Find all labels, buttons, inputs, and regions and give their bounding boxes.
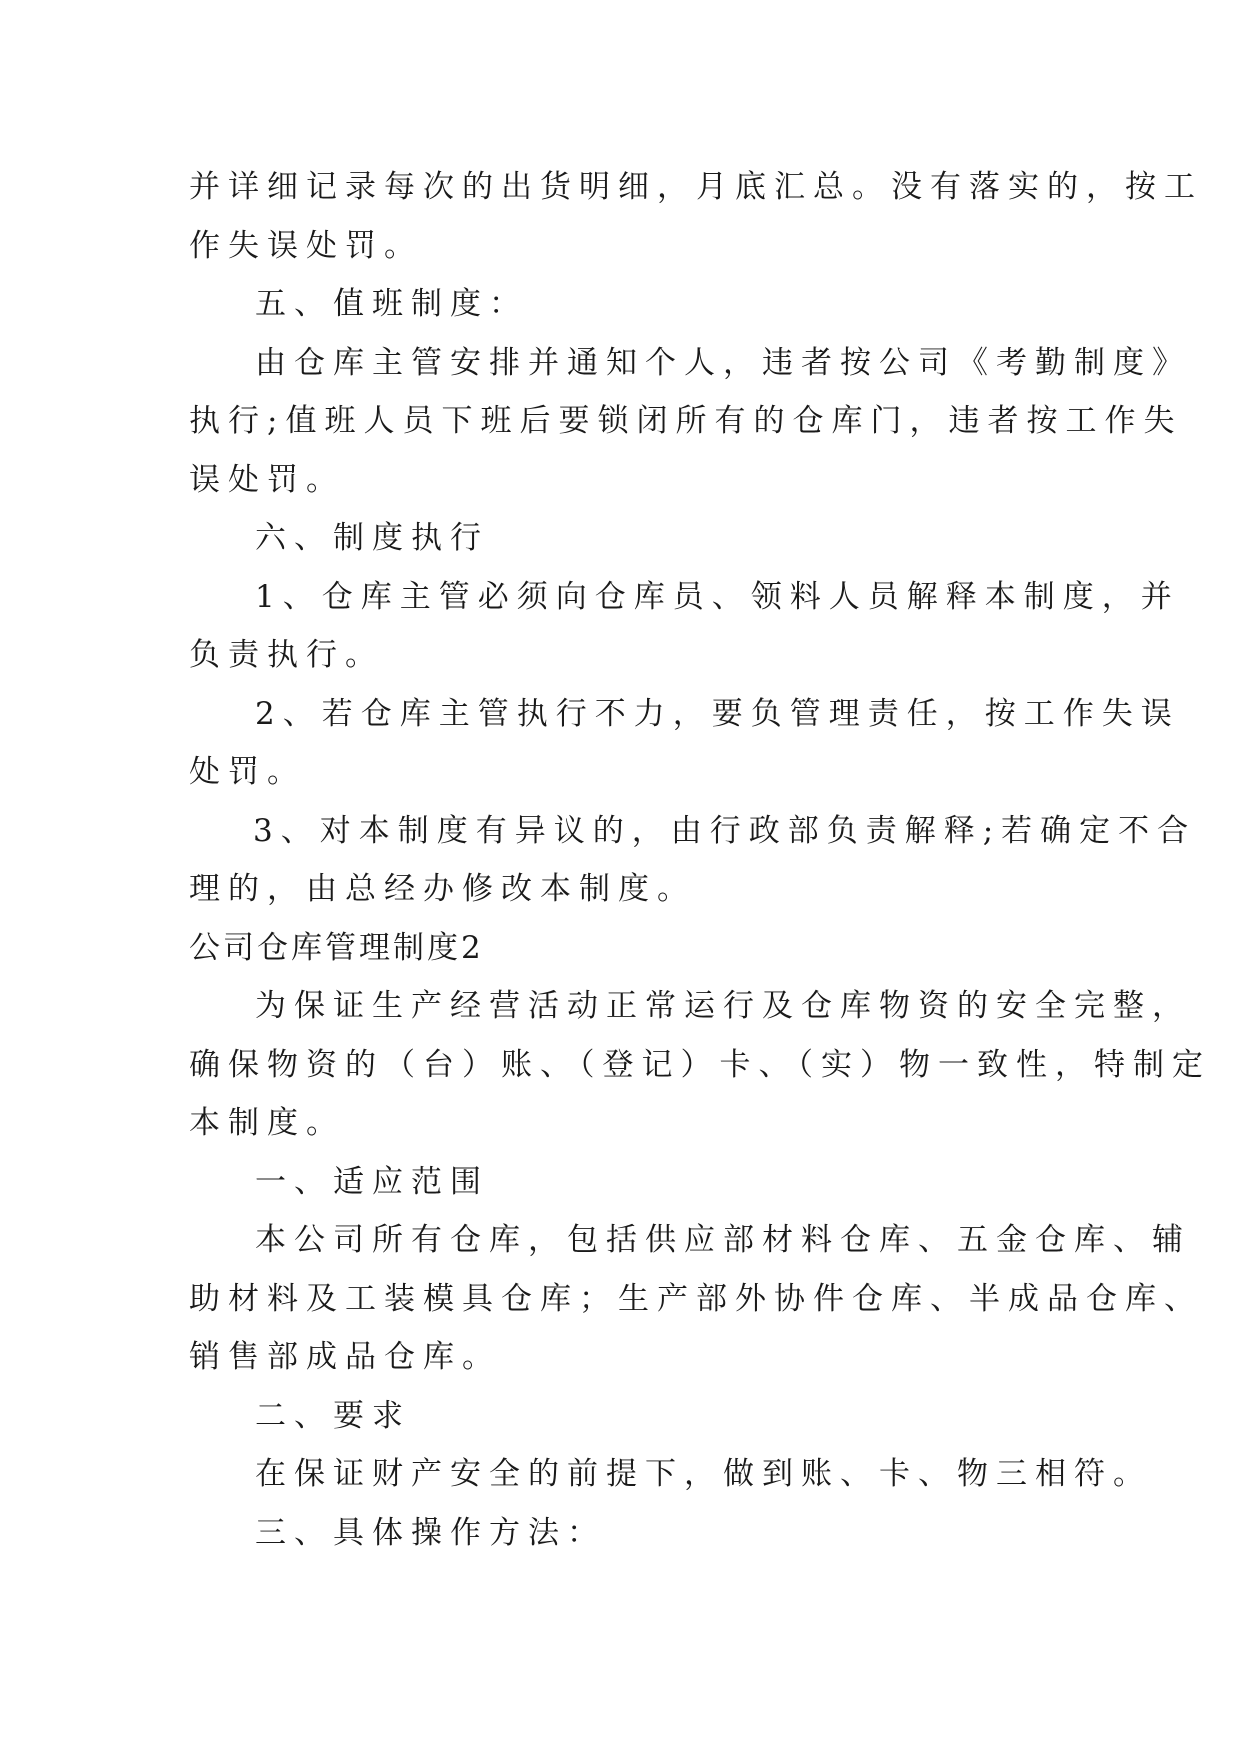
text-line: 处罚。 [189, 754, 306, 790]
text-line: 并详细记录每次的出货明细，月底汇总。没有落实的，按工 [189, 169, 1203, 205]
text-line: 助材料及工装模具仓库；生产部外协件仓库、半成品仓库、 [189, 1280, 1203, 1317]
text-line: 3、对本制度有异议的，由行政部负责解释;若确定不合 [253, 812, 1197, 849]
section-heading: 六、制度执行 [255, 520, 489, 556]
text-line: 误处罚。 [189, 461, 345, 498]
text-line: 销售部成品仓库。 [189, 1339, 501, 1375]
section-heading: 三、具体操作方法： [255, 1514, 606, 1551]
text-line: 本制度。 [189, 1105, 345, 1141]
text-line: 在保证财产安全的前提下，做到账、卡、物三相符。 [255, 1456, 1152, 1492]
text-line: 负责执行。 [189, 637, 384, 673]
text-line: 为保证生产经营活动正常运行及仓库物资的安全完整， [255, 988, 1191, 1024]
section-heading: 一、适应范围 [255, 1163, 489, 1200]
document-body [189, 158, 1211, 1562]
text-line: 由仓库主管安排并通知个人，违者按公司《考勤制度》 [255, 344, 1191, 381]
text-line: 2、若仓库主管执行不力，要负管理责任，按工作失误 [255, 695, 1180, 732]
section-heading: 二、要求 [255, 1397, 411, 1434]
text-line: 本公司所有仓库，包括供应部材料仓库、五金仓库、辅 [255, 1222, 1191, 1258]
text-line: 作失误处罚。 [189, 227, 423, 264]
text-line: 1、仓库主管必须向仓库员、领料人员解释本制度，并 [255, 578, 1180, 615]
section-heading: 五、值班制度： [255, 286, 528, 322]
document-title: 公司仓库管理制度2 [189, 929, 484, 966]
text-line: 确保物资的（台）账、（登记）卡、（实）物一致性，特制定 [189, 1046, 1211, 1083]
text-line: 执行;值班人员下班后要锁闭所有的仓库门，违者按工作失 [189, 403, 1183, 439]
text-line: 理的，由总经办修改本制度。 [189, 871, 696, 907]
